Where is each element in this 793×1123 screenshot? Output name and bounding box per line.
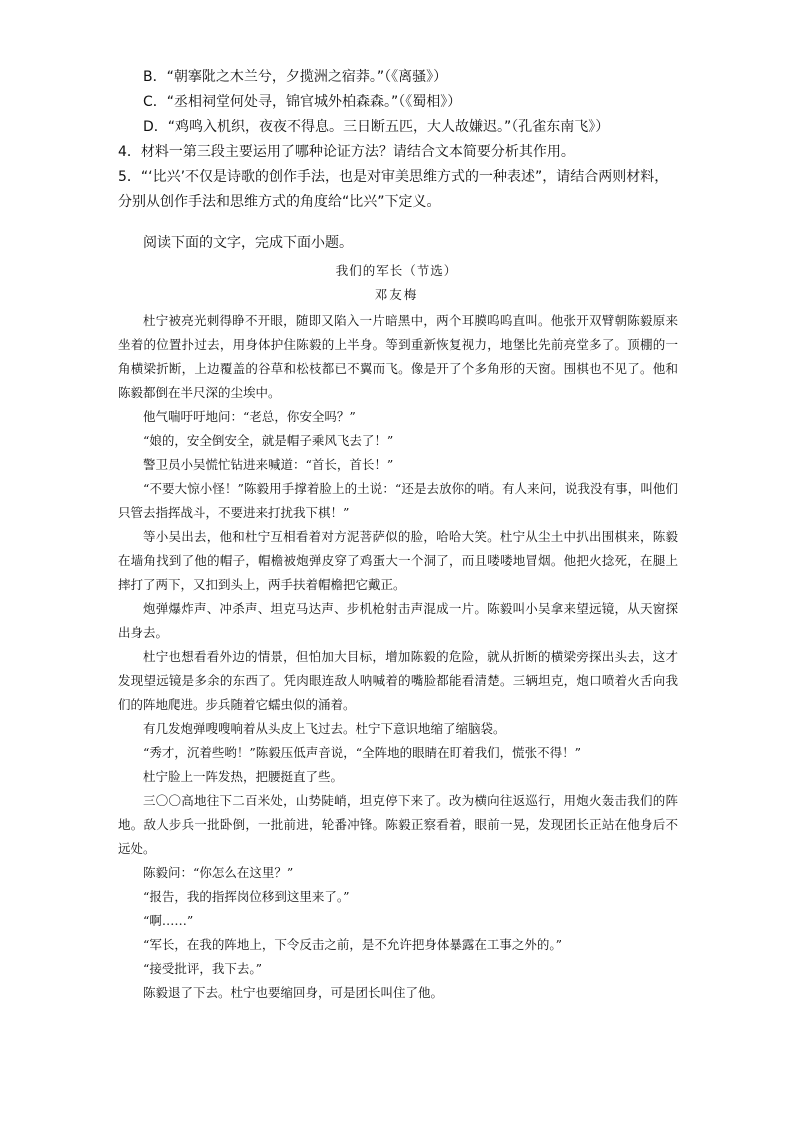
option-b: B．“朝搴阰之木兰兮，夕揽洲之宿莽。”（《离骚》） — [143, 69, 448, 85]
paragraph: “接受批评，我下去。” — [143, 961, 263, 976]
passage-author: 邓友梅 — [374, 287, 419, 302]
passage-body — [118, 309, 678, 1005]
paragraph: “娘的，安全倒安全，就是帽子乘风飞去了！” — [143, 433, 394, 448]
option-d: D．“鸡鸣入机织，夜夜不得息。三日断五匹，大人故嫌迟。”（孔雀东南飞》） — [143, 119, 610, 135]
paragraph: 他气喘吁吁地问：“老总，你安全吗？” — [143, 409, 356, 424]
paragraph: 杜宁脸上一阵发热，把腰挺直了些。 — [143, 769, 344, 784]
paragraph: 有几发炮弹嗖嗖响着从头皮上飞过去。杜宁下意识地缩了缩脑袋。 — [143, 721, 506, 736]
paragraph: “啊……” — [143, 913, 194, 928]
paragraph: “军长，在我的阵地上，下令反击之前，是不允许把身体暴露在工事之外的。” — [143, 937, 563, 952]
paragraph: 陈毅问：“你怎么在这里？” — [143, 865, 294, 880]
paragraph: 陈毅退了下去。杜宁也要缩回身，可是团长叫住了他。 — [143, 985, 444, 1000]
paragraph: 等小吴出去，他和杜宁互相看着对方泥菩萨似的脸，哈哈大笑。杜宁从尘土中扒出围棋来，陈毅在墙角找到了他的帽子，帽檐被炮弹皮穿了鸡蛋大一个洞了，而且喽喽地冒烟。他把火捻死，在腿上摔打了两下，又扣到头上，两手扶着帽檐把它戴正。 — [118, 529, 678, 592]
passage-title: 我们的军长（节选） — [335, 263, 458, 278]
paragraph: 警卫员小吴慌忙钻进来喊道：“首长，首长！” — [143, 457, 394, 472]
question-4: 4．材料一第三段主要运用了哪种论证方法？请结合文本简要分析其作用。 — [118, 144, 575, 160]
paragraph: “不要大惊小怪！”陈毅用手撑着脸上的土说：“还是去放你的哨。有人来问，说我没有事，叫他们只管去指挥战斗，不要进来打扰我下棋！” — [118, 481, 678, 520]
reading-instruction: 阅读下面的文字，完成下面小题。 — [143, 235, 353, 251]
paragraph: 三〇〇高地往下二百米处，山势陡峭，坦克停下来了。改为横向往返巡行，用炮火轰击我们的阵地。敌人步兵一批卧倒，一批前进，轮番冲锋。陈毅正察看着，眼前一晃，发现团长正站在他身后不远处。 — [118, 793, 678, 856]
question-5-line2: 分别从创作手法和思维方式的角度给“比兴”下定义。 — [118, 194, 441, 210]
option-c: C．“丞相祠堂何处寻，锦官城外柏森森。”（《蜀相》） — [143, 94, 462, 110]
paragraph: “报告，我的指挥岗位移到这里来了。” — [143, 889, 350, 904]
paragraph: 炮弹爆炸声、冲杀声、坦克马达声、步机枪射击声混成一片。陈毅叫小吴拿来望远镜，从天窗探出身去。 — [118, 601, 678, 640]
paragraph: 杜宁也想看看外边的情景，但怕加大目标，增加陈毅的危险，就从折断的横梁旁探出头去，这才发现望远镜是多余的东西了。凭肉眼连敌人呐喊着的嘴脸都能看清楚。三辆坦克，炮口喷着火舌向我们的阵地爬进。步兵随着它蠕虫似的涌着。 — [118, 649, 678, 712]
paragraph: 杜宁被亮光刺得睁不开眼，随即又陷入一片暗黑中，两个耳膜呜呜直叫。他张开双臂朝陈毅原来坐着的位置扑过去，用身体护住陈毅的上半身。等到重新恢复视力，地堡比先前亮堂多了。顶棚的一角横梁折断，上边覆盖的谷草和松枝都已不翼而飞。像是开了个多角形的天窗。围棋也不见了。他和陈毅都倒在半尺深的尘埃中。 — [118, 313, 678, 400]
question-5-line1: 5．“‘比兴’不仅是诗歌的创作手法，也是对审美思维方式的一种表述”，请结合两则材料， — [118, 169, 669, 185]
paragraph: “秀才，沉着些哟！”陈毅压低声音说，“全阵地的眼睛在盯着我们，慌张不得！” — [143, 745, 582, 760]
